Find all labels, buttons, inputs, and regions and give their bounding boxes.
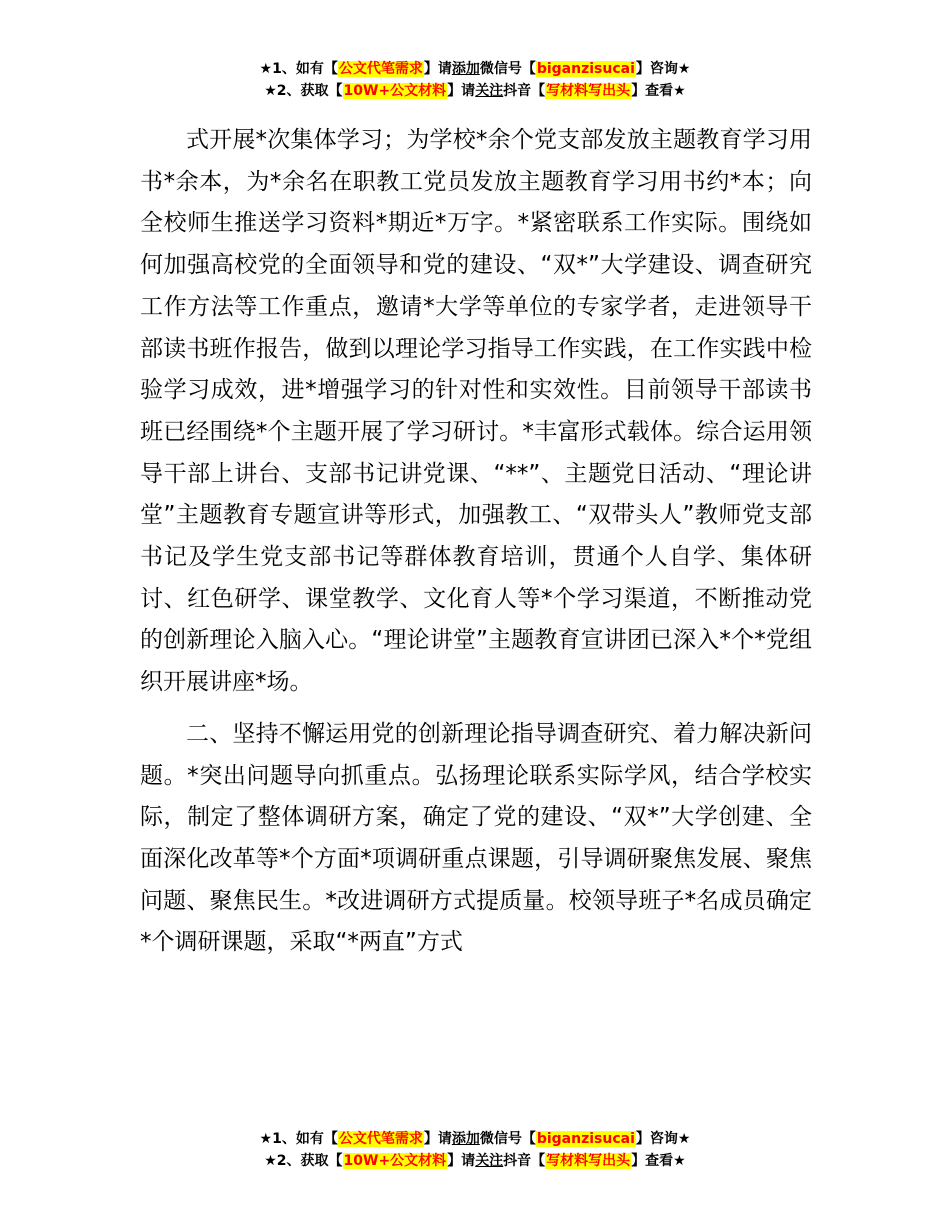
header-highlight-douyin: 写材料写出头 [546,83,631,99]
header-highlight-service: 公文代笔需求 [338,61,423,77]
body-paragraph-1: 式开展*次集体学习；为学校*余个党支部发放主题教育学习用书*余本，为*余名在职教工党员发放主题教育学习用书约*本；向全校师生推送学习资料*期近*万字。*紧密联系工作实际。围绕如何加强高校党的全面领导和党的建设、“双*”大学建设、调查研究工作方法等工作重点，邀请*大学等单位的专家学者，走进领导干部读书班作报告，做到以理论学习指导工作实践，在工作实践中检验学习成效，进*增强学习的针对性和实效性。目前领导干部读书班已经围绕*个主题开展了学习研讨。*丰富形式载体。综合运用领导干部上讲台、支部书记讲党课、“**”、主题党日活动、“理论讲堂”主题教育专题宣讲等形式，加强教工、“双带头人”教师党支部书记及学生党支部书记等群体教育培训，贯通个人自学、集体研讨、红色研学、课堂教学、文化育人等*个学习渠道，不断推动党的创新理论入脑入心。“理论讲堂”主题教育宣讲团已深入*个*党组织开展讲座*场。 [140,127,812,696]
header-line-2-text-2: 抖音【 [503,83,546,99]
footer-line-1 [0,1128,950,1150]
document-body [140,120,812,964]
footer-line-2-text: 】请 [447,1153,476,1169]
header-line-2-text: 】请 [447,83,476,99]
header-line-1-prefix: ★1、如有【 [259,61,338,77]
header-line-2-prefix: ★2、获取【 [264,83,343,99]
header-highlight-wechat-id: biganzisucai [536,61,635,77]
header-line-1-text: 】请 [423,61,452,77]
header-line-2 [0,80,950,102]
footer-line-1-prefix: ★1、如有【 [259,1131,338,1147]
footer-highlight-service: 公文代笔需求 [338,1131,423,1147]
header-line-2-suffix: 】查看★ [631,83,686,99]
header-line-1-text-2: 微信号【 [479,61,536,77]
footer-line-2 [0,1150,950,1172]
footer-line-2-underlined: 关注 [475,1153,504,1169]
footer-line-1-text-2: 微信号【 [479,1131,536,1147]
footer-highlight-douyin: 写材料写出头 [546,1153,631,1169]
footer-highlight-materials: 10W+公文材料 [343,1153,447,1169]
header-banner [0,58,950,102]
footer-banner [0,1128,950,1172]
footer-line-2-text-2: 抖音【 [503,1153,546,1169]
footer-line-2-prefix: ★2、获取【 [264,1153,343,1169]
footer-highlight-wechat-id: biganzisucai [536,1131,635,1147]
header-line-1-underlined: 添加 [451,61,480,77]
body-paragraph-2: 二、坚持不懈运用党的创新理论指导调查研究、着力解决新问题。*突出问题导向抓重点。弘扬理论联系实际学风，结合学校实际，制定了整体调研方案，确定了党的建设、“双*”大学创建、全面深化改革等*个方面*项调研重点课题，引导调研聚焦发展、聚焦问题、聚焦民生。*改进调研方式提质量。校领导班子*名成员确定*个调研课题，采取“*两直”方式 [140,720,812,956]
footer-line-1-suffix: 】咨询★ [635,1131,691,1147]
header-line-1-suffix: 】咨询★ [635,61,691,77]
header-line-2-underlined: 关注 [475,83,504,99]
footer-line-1-text: 】请 [423,1131,452,1147]
footer-line-1-underlined: 添加 [451,1131,480,1147]
footer-line-2-suffix: 】查看★ [631,1153,686,1169]
header-highlight-materials: 10W+公文材料 [343,83,447,99]
header-line-1 [0,58,950,80]
